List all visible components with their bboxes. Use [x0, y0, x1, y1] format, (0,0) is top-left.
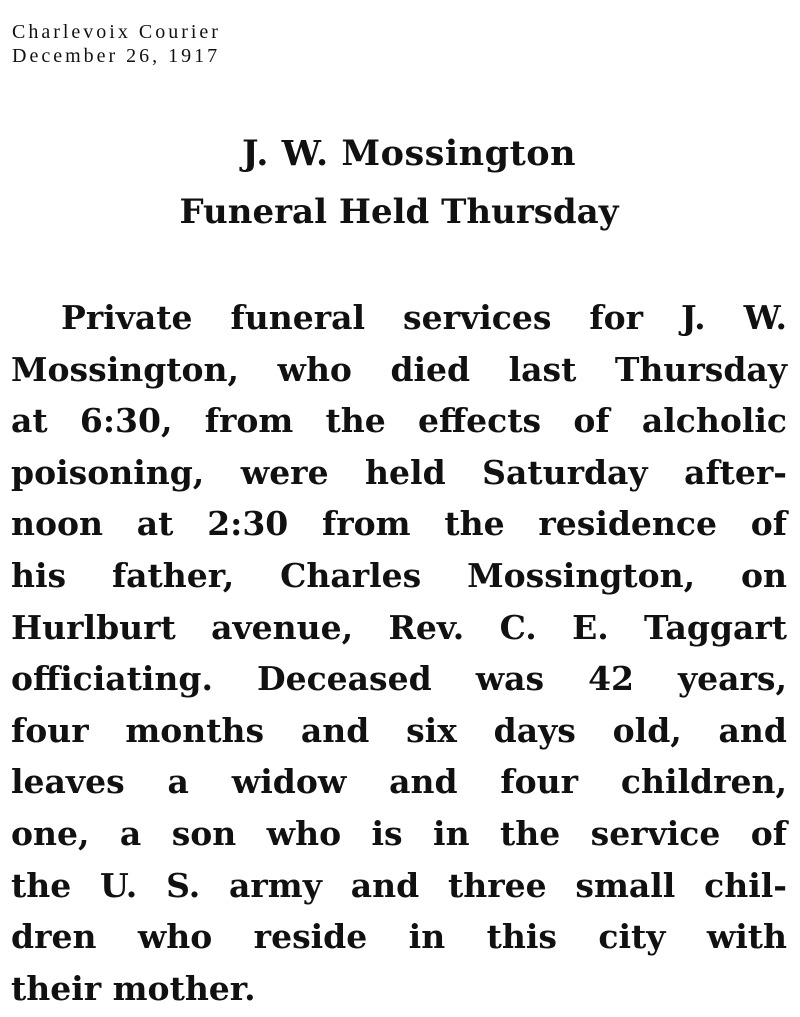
article-line: Mossington, who died last Thursday — [11, 349, 787, 389]
article-line: leaves a widow and four children, — [11, 762, 787, 802]
article-line: officiating. Deceased was 42 years, — [11, 659, 787, 699]
article-line: Private funeral services for J. W. — [61, 298, 787, 337]
headline-subtitle: Funeral Held Thursday — [179, 192, 619, 232]
article-line: the U. S. army and three small chil- — [11, 865, 787, 905]
headline-name: J. W. Mossington — [241, 133, 577, 174]
article-line: at 6:30, from the effects of alcholic — [11, 401, 787, 441]
article-line: Hurlburt avenue, Rev. C. E. Taggart — [11, 607, 787, 647]
article-body — [11, 292, 787, 1014]
article-line: noon at 2:30 from the residence of — [11, 504, 787, 544]
article-line: one, a son who is in the service of — [11, 813, 787, 853]
article-line: poisoning, were held Saturday after- — [11, 452, 787, 492]
publication-date: December 26, 1917 — [12, 45, 221, 67]
article-line: dren who reside in this city with — [11, 917, 787, 957]
article-line: his father, Charles Mossington, on — [11, 555, 787, 595]
article-line: their mother. — [11, 968, 256, 1008]
clipping-source — [12, 20, 221, 68]
article-line: four months and six days old, and — [11, 710, 787, 750]
newspaper-name: Charlevoix Courier — [12, 21, 221, 43]
